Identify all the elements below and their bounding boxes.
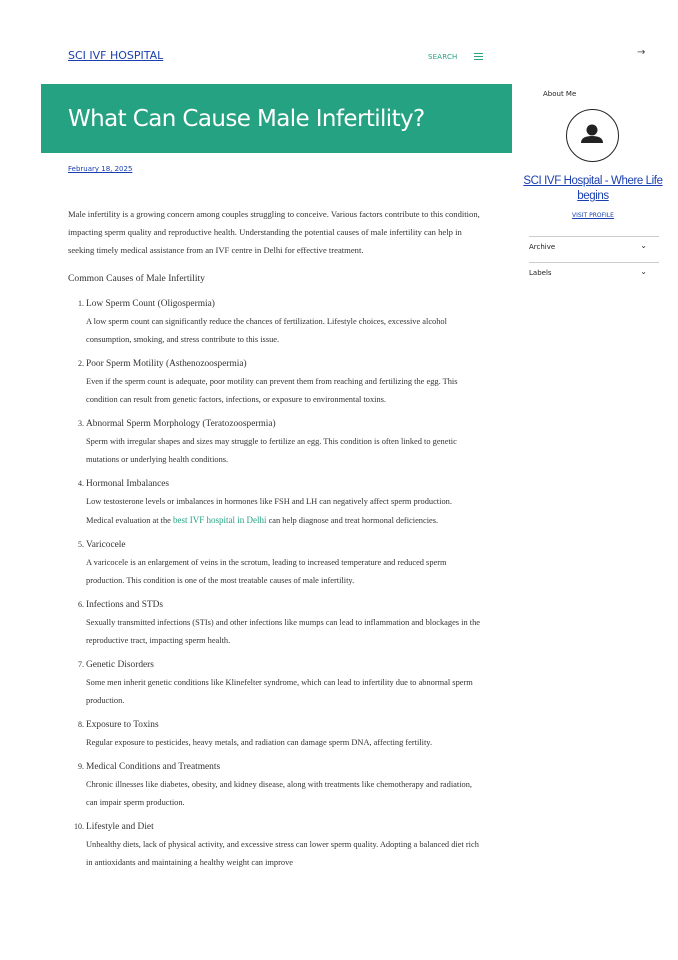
arrow-right-icon[interactable]: → (637, 47, 646, 58)
list-number: 9. (78, 762, 84, 771)
list-number: 7. (78, 660, 84, 669)
list-item (68, 355, 480, 409)
best-ivf-hospital-link[interactable]: best IVF hospital in Delhi (172, 515, 267, 525)
list-item (68, 475, 480, 530)
cause-title: Abnormal Sperm Morphology (Teratozoospermia) (86, 419, 276, 429)
cause-description: A low sperm count can significantly reduce the chances of fertilization. Lifestyle choices, excessive alcohol consumption, smoking, and stress contribute to this issue. (86, 317, 447, 344)
hamburger-menu-icon[interactable] (474, 53, 483, 60)
post-date-link[interactable]: February 18, 2025 (68, 165, 133, 173)
list-item (68, 415, 480, 469)
list-number: 1. (78, 299, 84, 308)
list-item (68, 536, 480, 590)
cause-title: Lifestyle and Diet (86, 822, 154, 832)
labels-widget[interactable] (529, 262, 659, 287)
menu-bar (474, 59, 483, 60)
cause-title: Low Sperm Count (Oligospermia) (86, 299, 215, 309)
archive-widget[interactable] (529, 236, 659, 261)
blog-title-link[interactable]: SCI IVF HOSPITAL (68, 49, 164, 62)
labels-label: Labels (529, 269, 552, 277)
about-me-heading: About Me (543, 90, 577, 98)
menu-bar (474, 56, 483, 57)
search-button[interactable]: SEARCH (428, 53, 458, 61)
list-item (68, 656, 480, 710)
list-number: 8. (78, 720, 84, 729)
list-item (68, 758, 480, 812)
list-number: 5. (78, 540, 84, 549)
post-intro: Male infertility is a growing concern among couples struggling to conceive. Various factors contribute to this condition, impacting sperm quality and reproductive health. Understanding the potential causes of male infertility can help in seeking timely medical assistance from an IVF centre in Delhi for effective treatment. (68, 209, 480, 255)
causes-list (68, 295, 480, 872)
chevron-down-icon[interactable]: ⌄ (640, 267, 647, 276)
post-title: What Can Cause Male Infertility? (68, 106, 425, 132)
list-number: 10. (74, 822, 84, 831)
cause-description: Chronic illnesses like diabetes, obesity, and kidney disease, along with treatments like chemotherapy and radiation, can impair sperm production. (86, 780, 472, 807)
cause-description: Sexually transmitted infections (STIs) and other infections like mumps can lead to inflammation and blockages in the reproductive tract, impacting sperm health. (86, 618, 480, 645)
cause-description-start: Low testosterone levels or imbalances in hormones like FSH and LH can negatively affect sperm production. Medical evaluation at the (86, 497, 452, 525)
list-item (68, 295, 480, 349)
cause-title: Infections and STDs (86, 600, 164, 610)
cause-description: Unhealthy diets, lack of physical activity, and excessive stress can lower sperm quality. Adopting a balanced diet rich in antioxidants and maintaining a healthy weight can improve (86, 840, 479, 867)
list-item (68, 818, 480, 872)
post-body (68, 205, 480, 878)
cause-description: Even if the sperm count is adequate, poor motility can prevent them from reaching and fertilizing the egg. This condition can result from genetic factors, infections, or exposure to environmental toxins. (86, 377, 458, 404)
list-item (68, 596, 480, 650)
post-title-banner (41, 84, 512, 153)
cause-description (86, 493, 480, 530)
cause-description: Sperm with irregular shapes and sizes may struggle to fertilize an egg. This condition is often linked to genetic mutations or underlying health conditions. (86, 437, 457, 464)
cause-title: Exposure to Toxins (86, 720, 159, 730)
list-number: 4. (78, 479, 84, 488)
list-number: 3. (78, 419, 84, 428)
visit-profile-link[interactable]: VISIT PROFILE (572, 212, 614, 219)
section-heading: Common Causes of Male Infertility (68, 273, 205, 284)
cause-title: Medical Conditions and Treatments (86, 762, 221, 772)
menu-bar (474, 53, 483, 54)
cause-description: A varicocele is an enlargement of veins in the scrotum, leading to increased temperature and reduced sperm production. This condition is one of the most treatable causes of male infertility. (86, 558, 447, 585)
cause-description-end: can help diagnose and treat hormonal deficiencies. (266, 516, 439, 525)
avatar[interactable] (566, 109, 619, 162)
cause-title: Poor Sperm Motility (Asthenozoospermia) (86, 359, 247, 369)
archive-label: Archive (529, 243, 556, 251)
cause-description: Some men inherit genetic conditions like Klinefelter syndrome, which can lead to infertility due to abnormal sperm production. (86, 678, 473, 705)
cause-title: Hormonal Imbalances (86, 479, 170, 489)
cause-title: Varicocele (86, 540, 126, 550)
profile-name-link[interactable]: SCI IVF Hospital - Where Life begins (523, 175, 663, 202)
chevron-down-icon[interactable]: ⌄ (640, 241, 647, 250)
cause-title: Genetic Disorders (86, 660, 154, 670)
cause-description: Regular exposure to pesticides, heavy metals, and radiation can damage sperm DNA, affecting fertility. (86, 738, 433, 747)
list-item (68, 716, 480, 752)
user-avatar-icon (567, 110, 617, 160)
list-number: 2. (78, 359, 84, 368)
list-number: 6. (78, 600, 84, 609)
